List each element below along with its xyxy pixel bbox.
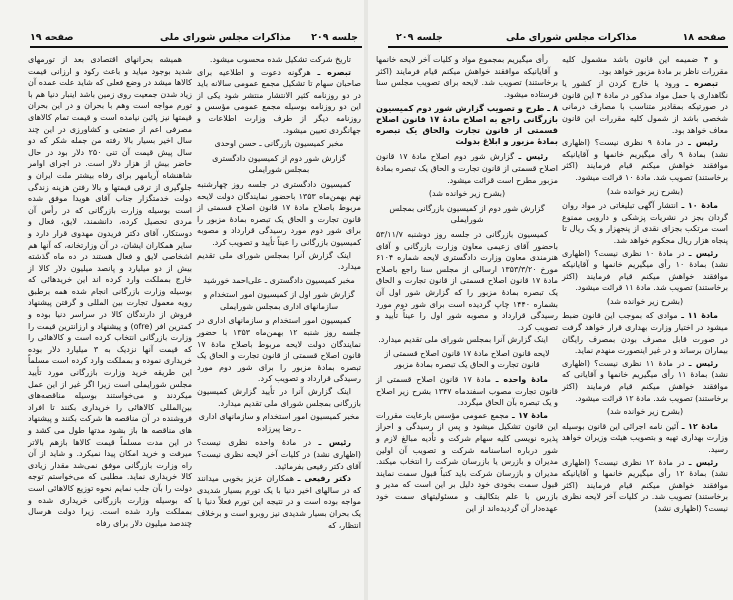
paragraph [376, 374, 558, 409]
paragraph [28, 54, 192, 529]
speaker-label: رئیس ـ [318, 438, 352, 448]
paragraph [562, 78, 728, 136]
page-number: صفحه ۱۸ [682, 32, 726, 43]
signature-or-note [562, 296, 728, 308]
speaker-label: مادهٔ ۱۱ ـ [681, 311, 718, 321]
signature-or-note [376, 188, 558, 200]
paragraph-text: مجمع عمومی مؤسس بارعایت مقررات این قانون تشکیل میشود و پس از رسیدگی و احراز پذیره نویسی کلیه سهام شرکت و تأدیه مبالغ لازم و شور درباره اساسنامه شرکت و تصویب آن اولین مدیران و بازرس یا بازرسان شرکت را انتخاب میکند. مدیران و بازرسان شرکت باید کتباً قبول سمت نمایند قبول سمت بخودی خود دلیل بر این است که مدیر و بازرس با علم بتکالیف و مسئولیتهای سمت خود عهده‌دار آن گردیده‌اند از این [376, 410, 558, 513]
paragraph-text: و ۴ ضمیمه این قانون باشد مشمول کلیه مقررات ناظر بر مادهٔ مزبور خواهد بود. [562, 55, 728, 76]
paragraph-text: اینک گزارش آنرا بمجلس شورای ملی تقدیم میدارد. [378, 335, 548, 345]
paragraph [197, 250, 361, 273]
paragraph [376, 334, 558, 346]
paragraph-text: کمیسیون دادگستری در جلسه روز چهارشنبه نهم بهمن‌ماه ۱۳۵۳ باحضور نمایندگان دولت لایحه مربوط باصلاح مادهٔ ۱۷ قانون اصلاح قسمتی از قانون تجارت و الحاق یک تبصره بمادهٔ مزبور را برای شور دوم مورد رسیدگی قرارداد و مصوبه کمیسیون بازرگانی را عیناً تأیید و تصویب کرد. [197, 179, 361, 247]
speaker-label: مادهٔ واحده ـ [495, 375, 548, 385]
paragraph-text: همیشه بحرانهای اقتصادی بعد از تورمهای شدید بوجود میاید و باعث رکود و ارزانی قیمت کالاها میشد در وضع فعلی که شاید علت عمده آن زیاد شدن جمعیت روی زمین باشد اینبار دنیا هم با تورم مواجه است وهم با بحران و در این بحران قیمتها نیز پائین نیامده است و قیمت تمام کالاهای مصرفی اعم از صنعتی و کشاورزی در این چند سال اخیر بسیار بالا رفته من جمله شکر که دو سال پیش قیمت آن تنی ۲۵۰ دلار بود در حال حاضر بیش از هزار دلار است. در اجرای اوامر شاهنشاه آریامهر برای رفاه بیشتر ملت ایران و جلوگیری از ترقی قیمتها و بالا رفتن هزینه زندگی دولت خدمتگزار جناب آقای هویدا موفق شده است بوسیله وزارت بازرگانی که در رأس آن مردی تحصیل کرده، دانشمند، لایق، فعال و دوستکار، آقای دکتر فریدون مهدوی قرار دارد و سایر همکاران ایشان، در آن وزارتخانه، که آنها هم اشخاصی لایق و فعال هستند در ده ماه گذشته بیش از دو میلیارد و پانصد میلیون دلار کالا از خارج بمملکت وارد کرده اند این خریدهائی که بوسیله وزارت بازرگانی انجام شده همه برطبق رویه معمول تجارت بین المللی و گرفتن پیشنهاد فروش از دارندگان کالا در سراسر دنیا بوده و کمترین افر (ofre) و پیشنهاد و ارزانترین قیمت را وزارت بازرگانی انتخاب کرده است و کالاهائی را که قیمت آنها نزدیک به ۳ میلیارد دلار بوده خریداری نموده و بمملکت وارد کرده است مسلماً این طریقه خرید وزارت بازرگانی مورد تأیید مجلس شورایملی است زیرا اگر غیر از این عمل میکردند و می‌خواستند بوسیله مناقصه‌های بین‌المللی کالاهائی را خریداری بکنند تا افراد فروشنده در آن مناقصه ها شرکت بکنند و پیشنهاد های مناقصه ها باز بشود مدتها طول می کشد و در این مدت مسلماً قیمت کالاها بازهم بالاتر میرفت و خرید امکان پیدا نمیکرد. و شاید از آن راه وزارت بازرگانی موفق نمی‌شد مقدار زیادی کالا خریداری نماید. مطلبی که می‌خواستم توجه دولت را بآن جلب نمایم نحوه توزیع کالاهائی است که بوسیله وزارت بازرگانی خریداری شده و بمملکت وارد شده است. زیرا دولت هرسال چندصد میلیون دلار برای رفاه [28, 55, 193, 528]
paragraph [197, 67, 361, 137]
paragraph [376, 229, 558, 333]
paragraph-text: مخبر کمیسیون امور استخدام و سازمانهای اداری ـ رضا پیرزاده [198, 412, 360, 433]
section-heading [203, 289, 355, 312]
paragraph-text: گزارش شور اول از کمیسیون امور استخدام و سازمانهای اداری بمجلس شورایملی [203, 290, 355, 311]
signature-or-note [197, 275, 361, 287]
session-number: جلسه ۲۰۹ [396, 32, 443, 43]
signature-or-note [376, 348, 558, 371]
section-heading [382, 203, 552, 226]
paragraph-text: (بشرح زیر خوانده شد) [606, 407, 684, 417]
paragraph [562, 457, 728, 515]
publication-title: مذاکرات مجلس شورای ملی [506, 32, 637, 43]
speaker-label: تبصره ـ [685, 79, 718, 89]
publication-title: مذاکرات مجلس شورای ملی [160, 32, 291, 43]
paragraph [376, 151, 558, 186]
speaker-label: مادهٔ ۱۲ ـ [681, 421, 718, 431]
paragraph-text: (بشرح زیر خوانده شد) [606, 186, 684, 196]
paragraph-text: گزارش شور دوم اصلاح مادهٔ ۱۷ قانون اصلاح قسمتی از قانون تجارت و الحاق یک تبصره بمادهٔ مزبور مطرح است قرائت میشود. [376, 152, 558, 185]
paragraph-text: (بشرح زیر خوانده شد) [428, 189, 506, 199]
paragraph-text: کمیسیون بازرگانی در جلسه روز دوشنبه ۵۳/۱۱/۷ باحضور آقای زعیمی معاون وزارت بازرگانی و آقای هنرمندی معاون وزارت دادگستری لایحه شماره ۶۱۰۴ مورخ ۱۳۵۳/۳/۲۰ ارسالی از مجلس سنا راجع باصلاح مادهٔ ۱۷ قانون اصلاح قسمتی از قانون تجارت و الحاق یک تبصره بمادهٔ مزبور را که گزارش شور اول آن بشماره ۱۴۴۰ چاپ گردیده است برای شور دوم مورد رسیدگی قرارداد و مصوبه شور اول را عیناً تأیید و تصویب کرد. [376, 229, 558, 332]
paragraph-text: در مادهٔ ۱۱ نظری نیست؟ (اظهاری نشد) بمادهٔ ۱۱ رأی میگیریم خانمها و آقایانی که موافقند خواهش میکنم قیام فرمایند (اکثر برخاستند) تصویب شد. مادهٔ ۱۲ قرائت میشود. [562, 358, 728, 403]
paragraph [197, 54, 361, 66]
paragraph-text: ۸ ـ طرح و تصویب گزارش شور دوم کمیسیون بازرگانی راجع به اصلاح مادهٔ ۱۷ قانون اصلاح قسمتی از قانون تجارت والحاق یک تبصره بمادهٔ مزبور و ابلاغ بدولت [376, 103, 558, 147]
speaker-label: تبصره ـ [317, 67, 352, 77]
speaker-label: مادهٔ ۱۰ ـ [681, 201, 719, 211]
paragraph-text: در مادهٔ واحده نظری نیست؟ (اظهاری نشد) در کلیات آخر لایحه نظری نیست؟ آقای دکتر رفیعی بفرمائید. [197, 438, 361, 471]
paragraph-text: اینک گزارش آنرا در تأیید گزارش کمیسیون بازرگانی بمجلس شورای ملی تقدیم میدارد. [197, 387, 361, 408]
speaker-label: رئیس ـ [688, 248, 719, 258]
signature-or-note [562, 186, 728, 198]
paragraph-text: همکاران عزیز بخوبی میدانند که در سالهای اخیر دنیا با یک تورم بسیار شدیدی مواجه بوده است و در نتیجه این تورم فعلاً دنیا با یک بحران بسیار شدیدی نیز روبرو است و برخلاف انتظار، که [197, 474, 361, 530]
paragraph [562, 421, 728, 456]
paragraph [197, 315, 361, 385]
paragraph-text: ورود یا خارج کردن از کشور یا نگاهداری یا حمل مواد مذکور در مادهٔ ۴ این قانون در صورتیکه بمقادیر متناسب با مصارف درمانی شخصی باشد از شمول کلیه مقررات این قانون معاف خواهد بود. [562, 79, 728, 135]
paragraph [562, 248, 728, 294]
speaker-label: رئیس ـ [518, 152, 549, 162]
paragraph-text: گزارش شور دوم از کمیسیون بازرگانی بمجلس شورایملی [389, 203, 545, 225]
paragraph [562, 358, 728, 404]
section-heading [203, 153, 355, 176]
speaker-label: رئیس ـ [688, 457, 719, 467]
page-gutter [364, 0, 368, 600]
paragraph-text: مخبر کمیسیون دادگستری ـ علی‌احمد خورشید [203, 275, 355, 285]
speaker-label: مادهٔ ۱۷ ـ [511, 410, 548, 420]
paragraph-text: رأی میگیریم بمجموع مواد و کلیات آخر لایحه خانمها و آقایانیکه موافقند خواهش میکنم قیام فرمایند (اکثر برخاستند) تصویب شد. لایحه برای تصویب مجلس سنا فرستاده میشود. [376, 55, 558, 99]
paragraph-text: انتشار آگهی تبلیغاتی در مواد روان گردان بجز در نشریات پزشکی و دارویی ممنوع است مرتکب بجزای نقدی از پنجهزار و یک ریال تا پنجاه هزار ریال محکوم خواهد شد. [562, 201, 728, 245]
paragraph [562, 200, 728, 246]
paragraph-text: مادهٔ ۱۷ قانون اصلاح قسمتی از قانون تجارت مصوب اسفندماه ۱۳۴۷ بشرح زیر اصلاح و یک تبصره بآن الحاق میگردد. [376, 375, 558, 408]
paragraph-text: در مادهٔ ۹ نظری نیست؟ (اظهاری نشد) بمادهٔ ۹ رأی میگیریم خانمها و آقایانیکه موافقند خواهش میکنم قیام فرمایند (اکثر برخاستند) تصویب شد. مادهٔ ۱۰ قرائت میشود. [562, 138, 729, 182]
paragraph [197, 437, 361, 472]
signature-or-note [197, 411, 361, 434]
signature-or-note [197, 138, 361, 150]
paragraph [376, 54, 558, 100]
page-number: صفحه ۱۹ [30, 32, 74, 43]
section-heading [376, 103, 558, 147]
header-rule [30, 46, 362, 48]
text-column [376, 54, 558, 515]
text-column [197, 54, 361, 532]
paragraph [376, 410, 558, 514]
session-number: جلسه ۲۰۹ [311, 32, 358, 43]
paragraph-text: تاریخ شرکت تشکیل شده محسوب میشود. [209, 55, 351, 64]
paragraph [197, 179, 361, 249]
paragraph-text: در مادهٔ ۱۲ نظری نیست؟ (اظهاری نشد) بمادهٔ ۱۲ رأی میگیریم خانمها و آقایانیکه موافقند خواهش میکنم قیام فرمایند (اکثر برخاستند) تصویب شد. در کلیات آخر لایحه نظری نیست؟ (اظهاری نشد) [562, 457, 729, 513]
speaker-label: دکتر رفیعی ـ [297, 474, 352, 484]
paragraph [562, 310, 728, 356]
text-column [562, 54, 728, 516]
paragraph-text: آئین نامه اجرائی این قانون بوسیله وزارت بهداری تهیه و بتصویب هیئت وزیران خواهد رسید. [562, 421, 728, 454]
paragraph-text: (بشرح زیر خوانده شد) [606, 296, 684, 306]
speaker-label: رئیس ـ [688, 138, 718, 148]
speaker-label: رئیس ـ [688, 358, 719, 368]
paragraph-text: هرگونه دعوت و اطلاعیه برای صاحبان سهام تا تشکیل مجمع عمومی سالانه باید در دو روزنامه کثیر الانتشار منتشر شود یکی از این دو روزنامه بوسیله مجمع عمومی مؤسس و روزنامه دیگر از طرف وزارت اطلاعات و جهانگردی تعیین میشود. [197, 67, 361, 135]
signature-or-note [562, 406, 728, 418]
paragraph [197, 473, 361, 531]
paragraph [562, 54, 728, 77]
paragraph-text: گزارش شور دوم از کمیسیون دادگستری بمجلس شورایملی [212, 153, 346, 175]
page-header [30, 30, 362, 46]
page-header [388, 30, 728, 46]
paragraph-text: موادی که بموجب این قانون ضبط میشود در اختیار وزارت بهداری قرار خواهد گرفت در صورت قابل مصرف بودن بمصرف رایگان بیماران برساند و در غیر اینصورت منهدم نماید. [562, 311, 728, 356]
text-column [28, 54, 192, 530]
paragraph [562, 137, 728, 183]
paragraph-text: اینک گزارش آنرا بمجلس شورای ملی تقدیم میدارد. [197, 250, 361, 272]
paragraph [197, 386, 361, 409]
paragraph-text: در مادهٔ ۱۰ نظری نیست؟ (اظهاری نشد) بمادهٔ ۱۰ رأی میگیریم خانمها و آقایانیکه موافقند خواهش میکنم قیام فرمایند (اکثر برخاستند) تصویب شد. مادهٔ ۱۱ قرائت میشود. [562, 248, 729, 293]
paragraph-text: لایحه قانون اصلاح مادهٔ ۱۷ قانون اصلاح قسمتی از قانون تجارت و الحاق یک تبصره بمادهٔ مزبور [384, 348, 550, 370]
paragraph-text: کمیسیون امور استخدام و سازمانهای اداری در جلسه روز شنبه ۱۲ بهمن‌ماه ۱۳۵۳ با حضور نمایندگان دولت لایحه مربوط باصلاح مادهٔ ۱۷ قانون اصلاح قسمتی از قانون تجارت و الحاق یک تبصره بمادهٔ مزبور را برای شور دوم مورد رسیدگی قرارداد و تصویب کرد. [197, 316, 361, 384]
header-rule [388, 46, 728, 48]
paragraph-text: مخبر کمیسیون بازرگانی ـ حسن اوحدی [214, 139, 344, 149]
